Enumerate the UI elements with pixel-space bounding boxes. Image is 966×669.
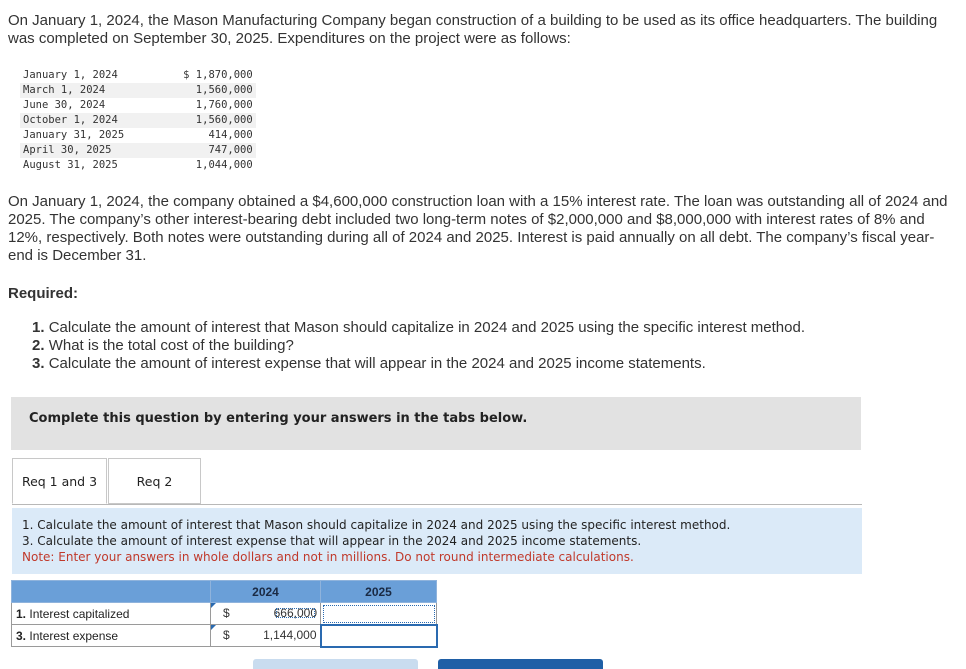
row-label-interest-capitalized [12,603,211,625]
table-row [12,603,437,625]
item-number: 1. [32,319,45,336]
row-number: 3. [16,628,27,643]
question-line-3: 3. Calculate the amount of interest expense that will appear in the 2024 and 2025 income statements. [22,534,642,548]
table-row [20,83,256,98]
expenditure-amount: $ 1,870,000 [183,69,253,81]
table-row [20,158,256,173]
instruction-text: Complete this question by entering your answers in the tabs below. [29,411,528,426]
next-tab-button[interactable] [438,659,603,669]
item-text: Calculate the amount of interest expense that will appear in the 2024 and 2025 income statements. [48,355,706,372]
table-row [20,143,256,158]
item-number: 3. [32,355,45,372]
expenditure-date: August 31, 2025 [23,159,118,171]
tab-req-2[interactable]: Req 2 [108,458,201,504]
row-label-text: Interest capitalized [29,606,130,621]
interest-capitalized-2025-input[interactable] [321,603,437,625]
expenditure-amount: 1,560,000 [127,83,256,98]
interest-capitalized-2024-input[interactable]: 666,000 [273,606,317,620]
interest-expense-2025-input[interactable] [321,625,437,647]
expenditure-date: June 30, 2024 [23,99,106,111]
flag-icon [211,603,216,608]
expenditure-amount: 1,560,000 [127,113,256,128]
dollar-sign: $ [223,606,230,620]
question-line-1: 1. Calculate the amount of interest that Mason should capitalize in 2024 and 2025 using the specific interest method. [22,518,731,532]
interest-capitalized-2024-cell[interactable] [211,603,321,625]
question-note: Note: Enter your answers in whole dollars and not in millions. Do not round intermediate calculations. [22,550,634,564]
expenditure-amount: 1,044,000 [195,159,253,171]
intro-paragraph: On January 1, 2024, the Mason Manufacturing Company began construction of a building to be used as its office headquarters. The building was completed on September 30, 2025. Expenditures on the project were as follows: [8,12,938,47]
table-row [20,113,256,128]
expenditure-date: January 1, 2024 [23,69,118,81]
required-heading: Required: [8,285,79,302]
interest-expense-2024-input[interactable]: 1,144,000 [263,628,317,642]
interest-expense-2024-cell[interactable] [211,625,321,647]
table-row [20,98,256,113]
row-label-interest-expense [12,625,211,647]
expenditures-table [20,68,256,173]
loan-paragraph: On January 1, 2024, the company obtained a $4,600,000 construction loan with a 15% interest rate. The loan was outstanding all of 2024 and 2025. The company’s other interest-bearing debt included two long-term notes of $2,000,000 and $8,000,000 with interest rates of 8% and 12%, respectively. Both notes were outstanding during all of 2024 and 2025. Interest is paid annually on all debt. The company’s fiscal year-end is December 31. [8,193,948,264]
prev-tab-button[interactable] [253,659,418,669]
item-text: What is the total cost of the building? [48,337,294,354]
row-label-text: Interest expense [29,628,119,643]
header-2024: 2024 [211,581,321,603]
flag-icon [211,625,216,630]
table-row [20,68,256,83]
expenditure-amount: 747,000 [127,143,256,158]
table-row [12,625,437,647]
item-text: Calculate the amount of interest that Mason should capitalize in 2024 and 2025 using the specific interest method. [48,319,805,336]
expenditure-date: March 1, 2024 [20,83,127,98]
answer-table [11,580,438,648]
list-item [32,355,805,373]
expenditure-amount: 1,760,000 [195,99,253,111]
header-blank [12,581,211,603]
instruction-banner [11,397,861,450]
tab-req-1-and-3[interactable]: Req 1 and 3 [12,458,107,504]
table-row [20,128,256,143]
tab-divider [12,504,862,505]
list-item [32,337,805,355]
dollar-sign: $ [223,628,230,642]
expenditure-amount: 414,000 [208,129,253,141]
list-item [32,319,805,337]
table-header-row [12,581,437,603]
expenditure-date: October 1, 2024 [20,113,127,128]
expenditure-date: January 31, 2025 [23,129,125,141]
required-list [32,319,805,373]
item-number: 2. [32,337,45,354]
row-number: 1. [16,606,27,621]
header-2025: 2025 [321,581,437,603]
expenditure-date: April 30, 2025 [20,143,127,158]
question-panel [12,508,862,574]
